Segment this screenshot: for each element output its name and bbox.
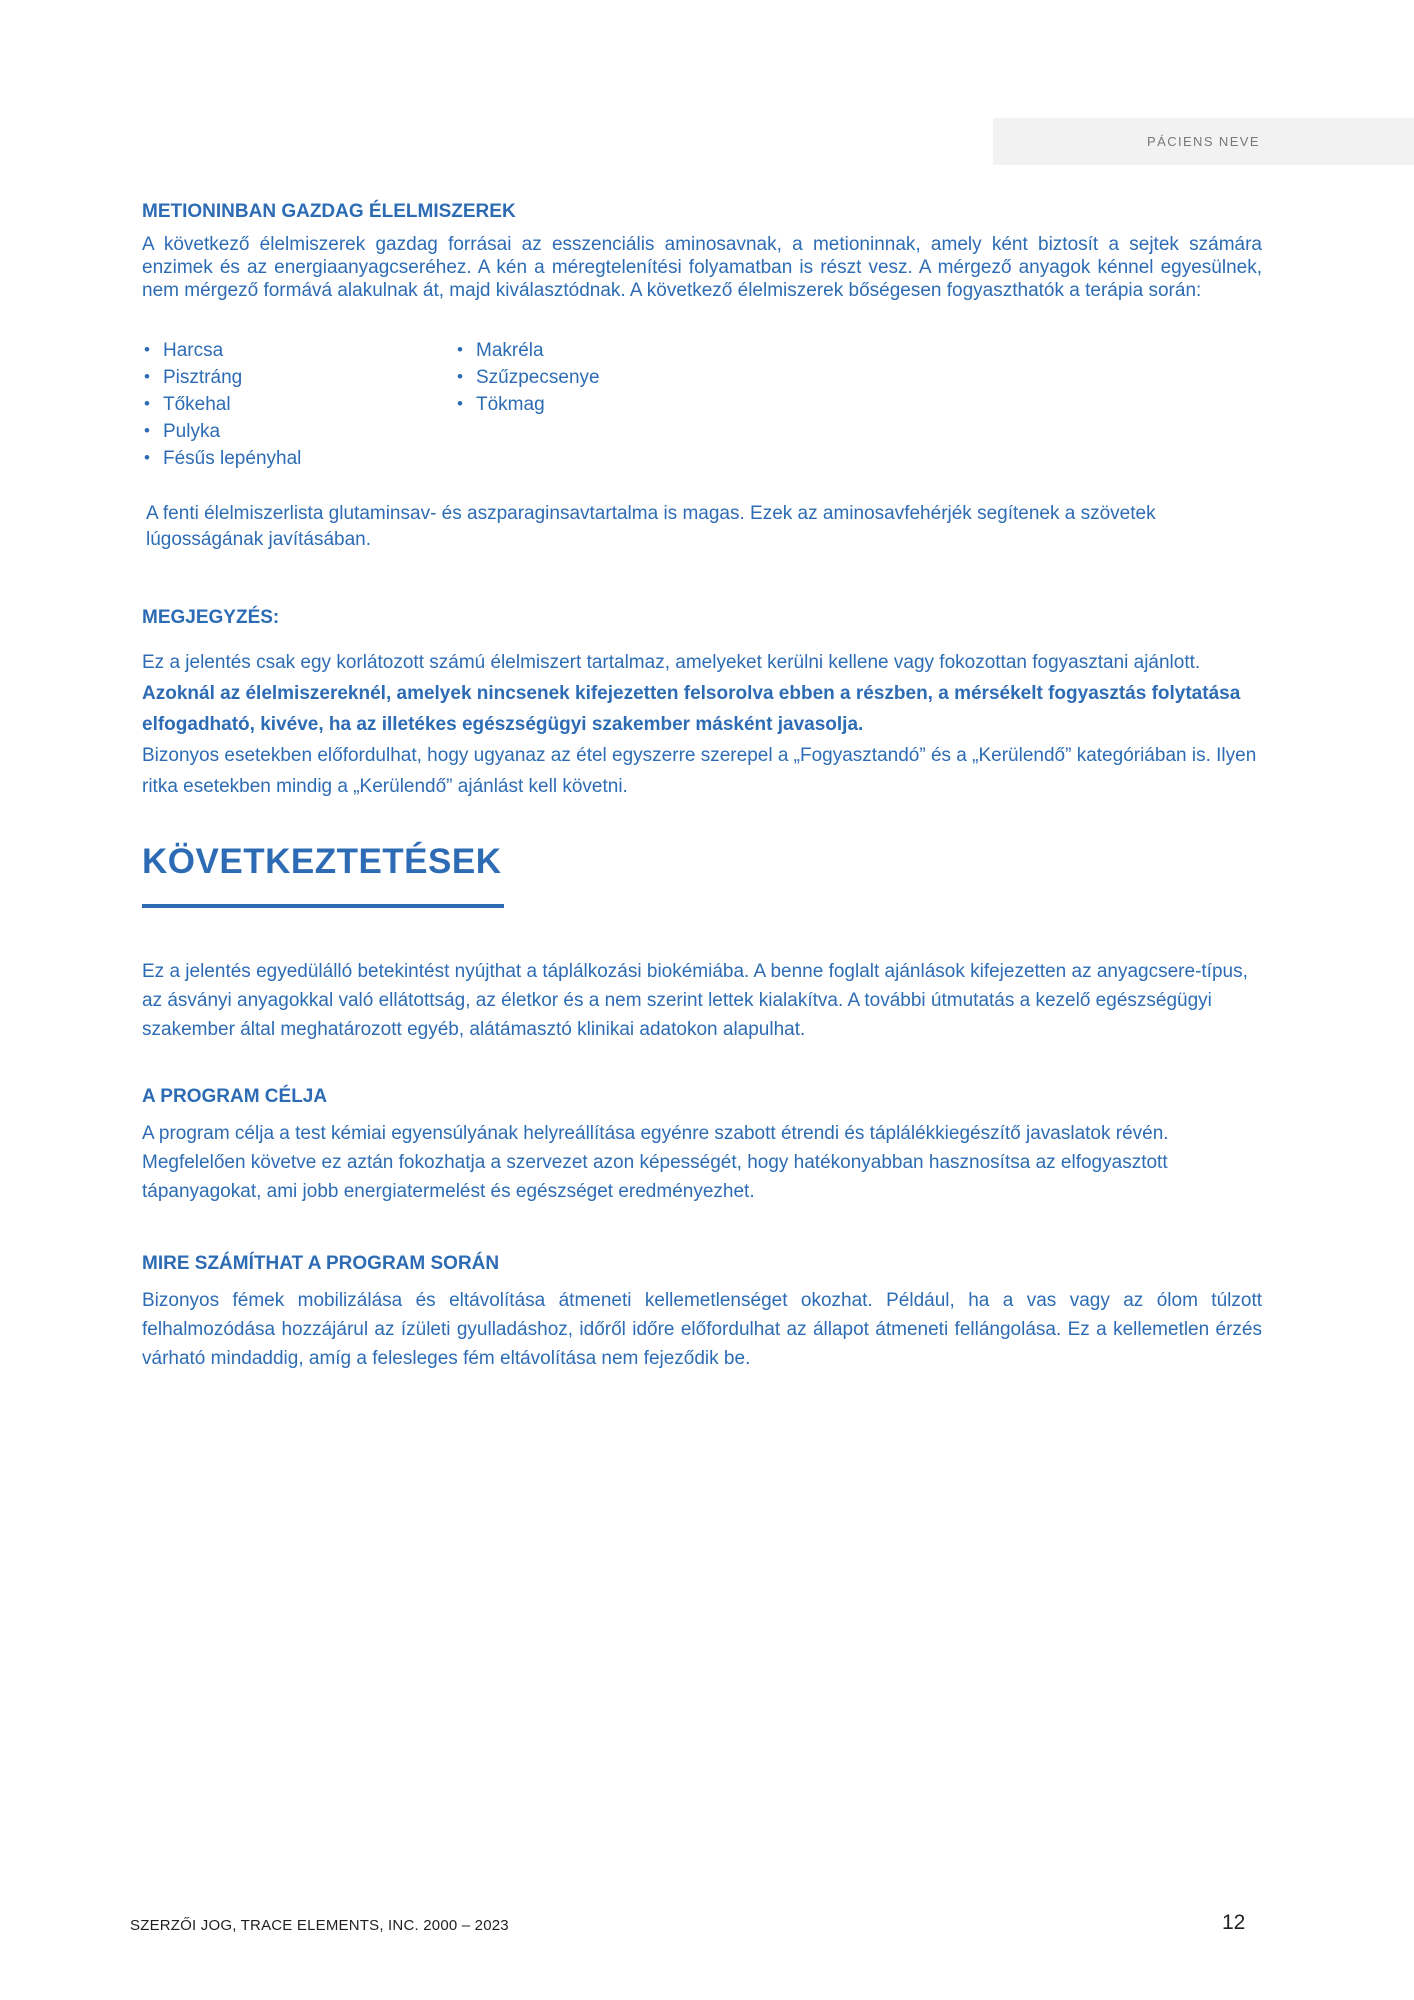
program-goal-paragraph: A program célja a test kémiai egyensúlyának helyreállítása egyénre szabott étrendi és táplálékkiegészítő javaslatok révén. Megfelelően követve ez aztán fokozhatja a szervezet azon képességét, hogy hatékonyabban hasznosítsa az elfogyasztott tápanyagokat, ami jobb energiatermelést és egészséget eredményezhet. <box>142 1123 1169 1203</box>
food-list-column-1 <box>142 337 455 472</box>
megjegyzes-paragraph-1: Ez a jelentés csak egy korlátozott számú élelmiszert tartalmaz, amelyeket kerülni kellene vagy fokozottan fogyasztani ajánlott. <box>142 652 1201 673</box>
megjegyzes-paragraph-3: Bizonyos esetekben előfordulhat, hogy ugyanaz az étel egyszerre szerepel a „Fogyasztandó” és a „Kerülendő” kategóriában is. Ilyen ritka esetekben mindig a „Kerülendő” ajánlást kell követni. <box>142 745 1257 797</box>
list-item: • Szűzpecsenye <box>455 364 600 391</box>
footer-page-number: 12 <box>1222 1911 1246 1934</box>
list-item: • Pisztráng <box>142 364 455 391</box>
list-item: • Fésűs lepényhal <box>142 445 455 472</box>
conclusions-intro-paragraph: Ez a jelentés egyedülálló betekintést nyújthat a táplálkozási biokémiába. A benne foglalt ajánlások kifejezetten az anyagcsere-típus, az ásványi anyagokkal való ellátottság, az életkor és a nem szerint lettek kialakítva. A további útmutatás a kezelő egészségügyi szakember által meghatározott egyéb, alátámasztó klinikai adatokon alapulhat. <box>142 961 1248 1041</box>
list-item: • Tökmag <box>455 391 600 418</box>
footer-copyright: SZERZŐI JOG, TRACE ELEMENTS, INC. 2000 – 2023 <box>130 1917 509 1934</box>
methionine-intro-paragraph: A következő élelmiszerek gazdag forrásai az esszenciális aminosavnak, a metioninnak, amely ként biztosít a sejtek számára enzimek és az energiaanyagcseréhez. A kén a méregtelenítési folyamatban is részt vesz. A mérgező anyagok kénnel egyesülnek, nem mérgező formává alakulnak át, majd kiválasztódnak. A következő élelmiszerek bőségesen fogyaszthatók a terápia során: <box>142 234 1262 301</box>
megjegyzes-block <box>142 647 1262 802</box>
section-title-megjegyzes: MEGJEGYZÉS: <box>142 607 280 628</box>
list-item: • Pulyka <box>142 418 455 445</box>
patient-name-header-box <box>993 118 1414 165</box>
conclusions-underline <box>142 904 504 908</box>
patient-name-label: PÁCIENS NEVE <box>1147 134 1260 149</box>
page-content <box>142 200 1262 1373</box>
section-title-program-goal: A PROGRAM CÉLJA <box>142 1086 328 1108</box>
food-list-column-2 <box>455 337 600 472</box>
methionine-note-paragraph: A fenti élelmiszerlista glutaminsav- és aszparaginsavtartalma is magas. Ezek az aminosavfehérjék segítenek a szövetek lúgosságának javításában. <box>146 503 1156 550</box>
list-item: • Harcsa <box>142 337 455 364</box>
expectations-paragraph: Bizonyos fémek mobilizálása és eltávolítása átmeneti kellemetlenséget okozhat. Például, ha a vas vagy az ólom túlzott felhalmozódása hozzájárul az ízületi gyulladáshoz, időről időre előfordulhat az állapot átmeneti fellángolása. Ez a kellemetlen érzés várható mindaddig, amíg a felesleges fém eltávolítása nem fejeződik be. <box>142 1290 1262 1370</box>
list-item: • Makréla <box>455 337 600 364</box>
list-item: • Tőkehal <box>142 391 455 418</box>
food-lists <box>142 337 1262 472</box>
section-title-methionine-foods: METIONINBAN GAZDAG ÉLELMISZEREK <box>142 201 516 222</box>
megjegyzes-paragraph-2-bold: Azoknál az élelmiszereknél, amelyek nincsenek kifejezetten felsorolva ebben a részben, a mérsékelt fogyasztás folytatása elfogadható, kivéve, ha az illetékes egészségügyi szakember másként javasolja. <box>142 683 1241 735</box>
section-title-conclusions: KÖVETKEZTETÉSEK <box>142 842 502 881</box>
section-title-expectations: MIRE SZÁMÍTHAT A PROGRAM SORÁN <box>142 1253 500 1275</box>
